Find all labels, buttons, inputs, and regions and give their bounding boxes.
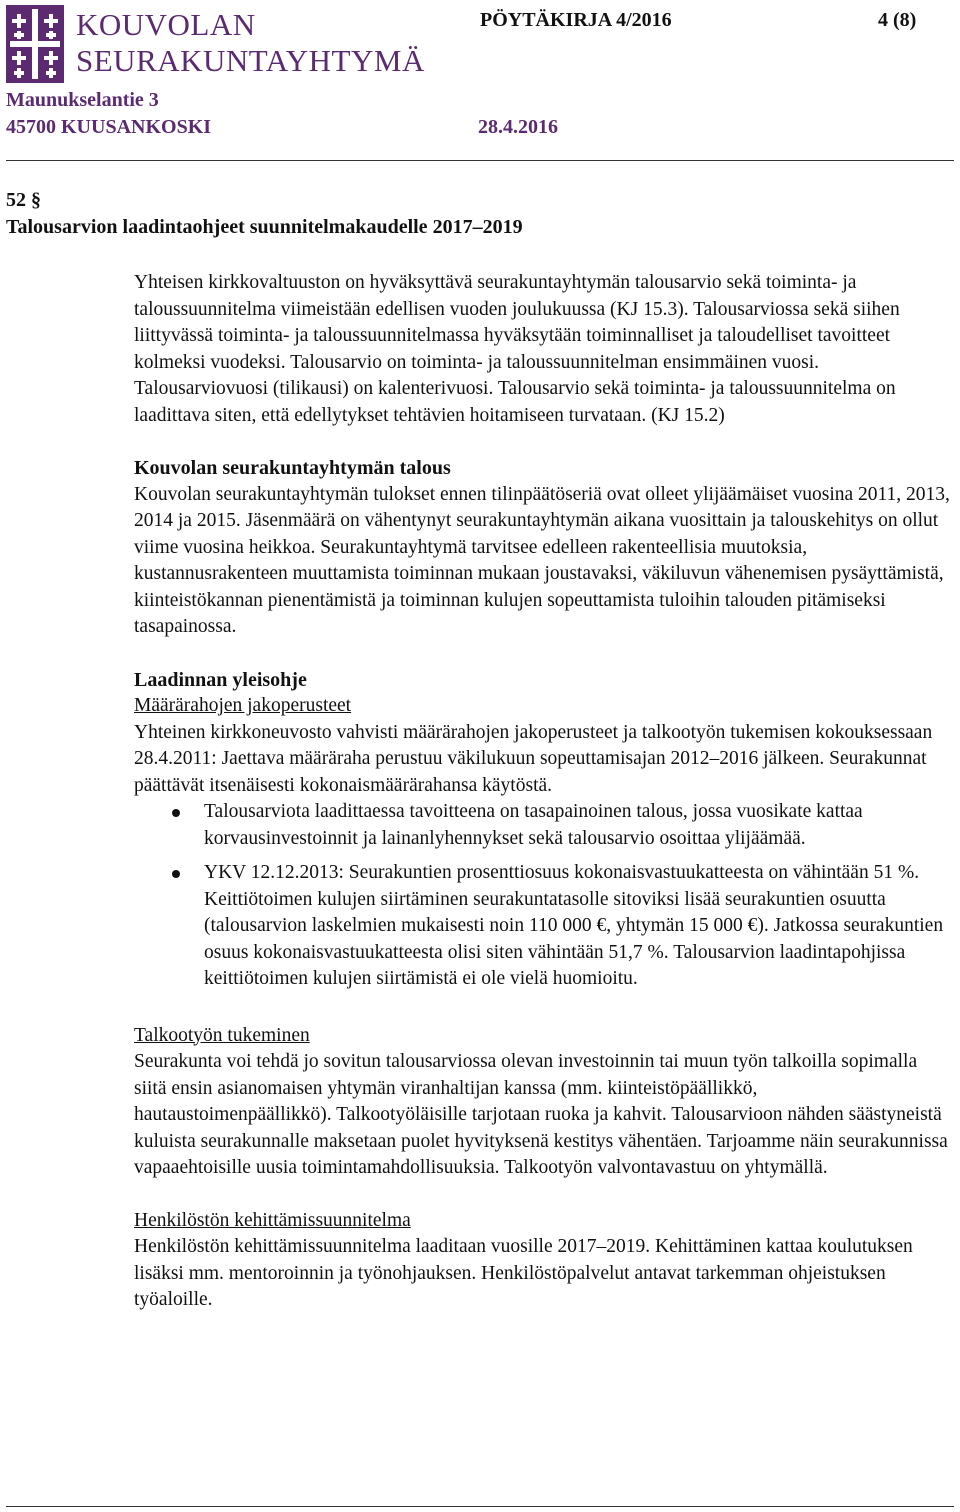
bullet-icon — [172, 809, 180, 817]
meeting-date: 28.4.2016 — [478, 116, 558, 138]
org-name-line1: KOUVOLAN — [76, 7, 256, 42]
finance-paragraph: Kouvolan seurakuntayhtymän tulokset ennen tilinpäätöseriä ovat olleet ylijäämäiset vuosina 2011, 2013, 2014 ja 2015. Jäsenmäärä on vähentynyt seurakuntayhtymän aikana vuosittain ja talouskehitys on ollut viime vuosina heikkoa. Seurakuntayhtymä tarvitsee edelleen rakenteellisia muutoksia, kustannusrakenteen muuttamista toiminnan mukaan joustavaksi, väkiluvun vähenemisen pysäyttämistä, kiinteistökannan pienentämistä ja toiminnan kulujen sopeuttamista tuloihin talouden pitämiseksi tasapainossa. — [134, 483, 950, 637]
spacer — [134, 641, 954, 667]
allocation-subheading: Määrärahojen jakoperusteet — [134, 695, 352, 716]
address-street: Maunukselantie 3 — [6, 89, 159, 111]
list-item-text: Talousarviota laadittaessa tavoitteena on tasapainoinen talous, jossa vuosikate kattaa korvausinvestoinnit ja lainanlyhennykset sekä talousarvio osoittaa ylijäämää. — [204, 801, 863, 849]
list-item — [134, 860, 954, 993]
header-divider — [6, 160, 954, 161]
church-logo-icon — [6, 5, 64, 83]
cross-grid-icon — [6, 5, 64, 83]
staff-paragraph: Henkilöstön kehittämissuunnitelma laaditaan vuosille 2017–2019. Kehittäminen kattaa koulutuksen lisäksi mm. mentoroinnin ja työnohjauksen. Henkilöstöpalvelut antavat tarkemman ohjeistuksen työaloille. — [134, 1236, 913, 1310]
staff-heading: Henkilöstön kehittämissuunnitelma — [134, 1209, 411, 1231]
spacer — [134, 429, 954, 455]
org-name-line2: SEURAKUNTAYHTYMÄ — [76, 43, 425, 78]
guideline-list — [134, 799, 954, 993]
intro-paragraph: Yhteisen kirkkovaltuuston on hyväksyttävä seurakuntayhtymän talousarvio sekä toiminta- ja taloussuunnitelma viimeistään edellisen vuoden joulukuussa (KJ 15.3). Talousarviossa sekä siihen liittyvässä toiminta- ja taloussuunnitelmassa hyväksytään toiminnalliset ja taloudelliset tavoitteet kolmeksi vuodeksi. Talousarvio on toiminta- ja taloussuunnitelman ensimmäinen vuosi. Talousarviovuosi (tilikausi) on kalenterivuosi. Talousarvio sekä toiminta- ja taloussuunnitelma on laadittava siten, että edellytykset tehtävien hoitamiseen turvataan. (KJ 15.2) — [134, 272, 900, 426]
finance-heading: Kouvolan seurakuntayhtymän talous — [134, 457, 451, 479]
address-city: 45700 KUUSANKOSKI — [6, 116, 212, 138]
allocation-paragraph: Yhteinen kirkkoneuvosto vahvisti määrärahojen jakoperusteet ja talkootyön tukemisen kokouksessaan 28.4.2011: Jaettava määräraha perustuu väkilukuun sopeuttamisajan 2012–2016 jälkeen. Seurakunnat päättävät itsenäisesti kokonaismäärärahansa käytöstä. — [134, 721, 933, 796]
section-number: 52 § — [6, 189, 41, 211]
doc-type: PÖYTÄKIRJA 4/2016 — [480, 9, 672, 31]
general-heading: Laadinnan yleisohje — [134, 668, 307, 691]
list-item-text: YKV 12.12.2013: Seurakuntien prosenttiosuus kokonaisvastuukatteesta on vähintään 51 %. Keittiötoimen kulujen siirtäminen seurakuntatasolle sitoviksi lisää seurakuntien osuutta (talousarvion laskelmien mukaisesti noin 110 000 €, yhtymän 15 000 €). Jatkossa seurakuntien osuus kokonaisvastuukatteesta olisi siten vähintään 51,7 %. Talousarvion laadintapohjissa keittiötoimen kulujen siirtämistä ei ole vielä huomioitu. — [204, 862, 944, 989]
section-title: Talousarvion laadintaohjeet suunnitelmakaudelle 2017–2019 — [6, 216, 523, 238]
document-body — [134, 270, 954, 1314]
spacer — [134, 993, 954, 1023]
volunteer-paragraph: Seurakunta voi tehdä jo sovitun talousarviossa olevan investoinnin tai muun työn talkoilla sopimalla siitä ensin asianomaisen yhtymän viranhaltijan kanssa (mm. kiinteistöpäällikkö, hautaustoimenpäällikkö). Talkootyöläisille tarjotaan ruoka ja kahvit. Talousarvioon nähden säästyneistä kuluista seurakunnalle maksetaan puolet hyvityksenä kestitys vähentäen. Tarjoamme näin seurakunnissa vapaaehtoisille uusia toimintamahdollisuuksia. Talkootyön valvontavastuu on yhtymällä. — [134, 1051, 948, 1178]
list-item — [134, 799, 954, 852]
bullet-icon — [172, 870, 180, 878]
volunteer-heading: Talkootyön tukeminen — [134, 1024, 310, 1046]
footer-divider — [6, 1506, 954, 1507]
spacer — [134, 1182, 954, 1208]
page-number: 4 (8) — [878, 9, 917, 31]
